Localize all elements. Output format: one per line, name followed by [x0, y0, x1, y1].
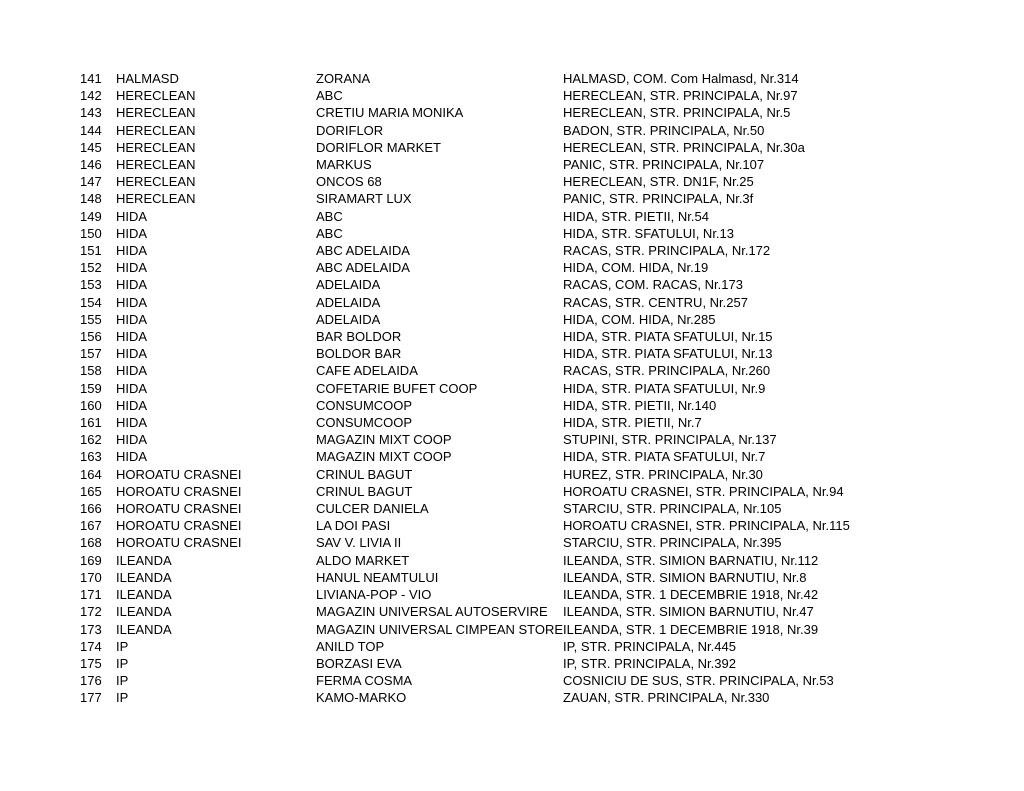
locality-cell: HIDA: [116, 277, 148, 293]
address-cell: HIDA, STR. PIATA SFATULUI, Nr.9: [563, 380, 766, 396]
table-row: [80, 552, 903, 569]
address-cell: STUPINI, STR. PRINCIPALA, Nr.137: [563, 432, 777, 448]
address-cell: ILEANDA, STR. 1 DECEMBRIE 1918, Nr.42: [563, 587, 819, 603]
store-name-cell: LA DOI PASI: [316, 518, 391, 534]
address-cell: RACAS, STR. PRINCIPALA, Nr.172: [563, 243, 771, 259]
store-name-cell: CONSUMCOOP: [316, 397, 413, 413]
row-number: 168: [80, 535, 102, 551]
locality-cell: IP: [116, 690, 129, 706]
address-cell: HIDA, STR. PIETII, Nr.7: [563, 415, 702, 431]
store-name-cell: CONSUMCOOP: [316, 415, 413, 431]
store-name-cell: BOLDOR BAR: [316, 346, 402, 362]
table-row: [80, 122, 903, 139]
table-row: [80, 655, 903, 672]
locality-cell: IP: [116, 638, 129, 654]
store-name-cell: FERMA COSMA: [316, 673, 413, 689]
locality-cell: HIDA: [116, 380, 148, 396]
locality-cell: HERECLEAN: [116, 191, 196, 207]
address-cell: HIDA, COM. HIDA, Nr.285: [563, 311, 716, 327]
store-name-cell: MAGAZIN UNIVERSAL CIMPEAN STORE: [316, 621, 564, 637]
locality-cell: HIDA: [116, 243, 148, 259]
row-number: 176: [80, 673, 102, 689]
table-row: [80, 225, 903, 242]
locality-cell: HIDA: [116, 397, 148, 413]
table-row: [80, 672, 903, 689]
row-number: 143: [80, 105, 102, 121]
locality-cell: HOROATU CRASNEI: [116, 483, 242, 499]
table-row: [80, 208, 903, 225]
store-name-cell: MAGAZIN UNIVERSAL AUTOSERVIRE: [316, 604, 548, 620]
row-number: 163: [80, 449, 102, 465]
table-row: [80, 259, 903, 276]
row-number: 153: [80, 277, 102, 293]
locality-cell: HIDA: [116, 363, 148, 379]
store-name-cell: ADELAIDA: [316, 277, 381, 293]
row-number: 165: [80, 483, 102, 499]
row-number: 144: [80, 122, 102, 138]
row-number: 160: [80, 397, 102, 413]
address-cell: RACAS, STR. PRINCIPALA, Nr.260: [563, 363, 771, 379]
store-name-cell: CRETIU MARIA MONIKA: [316, 105, 464, 121]
store-name-cell: ADELAIDA: [316, 311, 381, 327]
table-row: [80, 328, 903, 345]
locality-cell: HERECLEAN: [116, 174, 196, 190]
locality-cell: HIDA: [116, 432, 148, 448]
locality-cell: IP: [116, 655, 129, 671]
address-cell: ILEANDA, STR. SIMION BARNUTIU, Nr.8: [563, 569, 807, 585]
address-cell: ILEANDA, STR. SIMION BARNATIU, Nr.112: [563, 552, 819, 568]
address-cell: ILEANDA, STR. SIMION BARNUTIU, Nr.47: [563, 604, 814, 620]
locality-cell: HOROATU CRASNEI: [116, 535, 242, 551]
row-number: 158: [80, 363, 102, 379]
locality-cell: HIDA: [116, 311, 148, 327]
address-cell: RACAS, COM. RACAS, Nr.173: [563, 277, 743, 293]
locality-cell: HERECLEAN: [116, 105, 196, 121]
address-cell: HIDA, STR. PIETII, Nr.140: [563, 397, 717, 413]
address-cell: ZAUAN, STR. PRINCIPALA, Nr.330: [563, 690, 770, 706]
address-cell: HERECLEAN, STR. DN1F, Nr.25: [563, 174, 754, 190]
table-row: [80, 586, 903, 603]
locality-cell: HIDA: [116, 260, 148, 276]
table-row: [80, 638, 903, 655]
locality-cell: HALMASD: [116, 71, 179, 86]
locality-cell: IP: [116, 673, 129, 689]
row-number: 164: [80, 466, 102, 482]
row-number: 145: [80, 139, 102, 155]
table-row: [80, 397, 903, 414]
table-row: [80, 534, 903, 551]
address-cell: HOROATU CRASNEI, STR. PRINCIPALA, Nr.94: [563, 483, 844, 499]
address-cell: HIDA, STR. PIATA SFATULUI, Nr.7: [563, 449, 766, 465]
store-name-cell: BORZASI EVA: [316, 655, 402, 671]
table-row: [80, 448, 903, 465]
store-name-cell: CRINUL BAGUT: [316, 466, 413, 482]
row-number: 166: [80, 501, 102, 517]
locality-cell: HOROATU CRASNEI: [116, 466, 242, 482]
address-cell: PANIC, STR. PRINCIPALA, Nr.3f: [563, 191, 754, 207]
address-cell: HALMASD, COM. Com Halmasd, Nr.314: [563, 71, 799, 86]
table-row: [80, 517, 903, 534]
address-cell: RACAS, STR. CENTRU, Nr.257: [563, 294, 748, 310]
table-row: [80, 500, 903, 517]
table-row: [80, 276, 903, 293]
row-number: 169: [80, 552, 102, 568]
table-row: [80, 483, 903, 500]
store-name-cell: ABC ADELAIDA: [316, 243, 410, 259]
row-number: 161: [80, 415, 102, 431]
address-cell: HIDA, COM. HIDA, Nr.19: [563, 260, 709, 276]
store-name-cell: DORIFLOR MARKET: [316, 139, 441, 155]
locality-cell: HIDA: [116, 225, 148, 241]
locality-cell: HIDA: [116, 346, 148, 362]
store-name-cell: ABC: [316, 88, 343, 104]
address-cell: STARCIU, STR. PRINCIPALA, Nr.395: [563, 535, 782, 551]
store-name-cell: ONCOS 68: [316, 174, 382, 190]
store-name-cell: COFETARIE BUFET COOP: [316, 380, 478, 396]
locality-cell: HERECLEAN: [116, 88, 196, 104]
table-row: [80, 311, 903, 328]
address-cell: HERECLEAN, STR. PRINCIPALA, Nr.97: [563, 88, 798, 104]
row-number: 167: [80, 518, 102, 534]
table-row: [80, 431, 903, 448]
locality-cell: HOROATU CRASNEI: [116, 501, 242, 517]
locality-cell: HERECLEAN: [116, 122, 196, 138]
row-number: 152: [80, 260, 102, 276]
row-number: 148: [80, 191, 102, 207]
row-number: 151: [80, 243, 102, 259]
store-name-cell: DORIFLOR: [316, 122, 384, 138]
address-cell: HERECLEAN, STR. PRINCIPALA, Nr.30a: [563, 139, 805, 155]
locality-cell: HERECLEAN: [116, 157, 196, 173]
store-name-cell: ANILD TOP: [316, 638, 385, 654]
address-cell: IP, STR. PRINCIPALA, Nr.392: [563, 655, 736, 671]
store-name-cell: ABC ADELAIDA: [316, 260, 410, 276]
row-number: 175: [80, 655, 102, 671]
table-row: [80, 139, 903, 156]
table-row: [80, 689, 903, 706]
locality-cell: HIDA: [116, 208, 148, 224]
table-row: [80, 242, 903, 259]
table-row: [80, 621, 903, 638]
address-cell: HERECLEAN, STR. PRINCIPALA, Nr.5: [563, 105, 791, 121]
store-name-cell: CAFE ADELAIDA: [316, 363, 418, 379]
address-cell: BADON, STR. PRINCIPALA, Nr.50: [563, 122, 765, 138]
store-name-cell: CULCER DANIELA: [316, 501, 429, 517]
locality-cell: ILEANDA: [116, 587, 172, 603]
row-number: 170: [80, 569, 102, 585]
table-row: [80, 603, 903, 620]
store-name-cell: LIVIANA-POP - VIO: [316, 587, 432, 603]
row-number: 155: [80, 311, 102, 327]
row-number: 162: [80, 432, 102, 448]
address-cell: HIDA, STR. PIATA SFATULUI, Nr.13: [563, 346, 773, 362]
store-name-cell: BAR BOLDOR: [316, 329, 402, 345]
row-number: 173: [80, 621, 102, 637]
store-name-cell: SAV V. LIVIA II: [316, 535, 402, 551]
table-row: [80, 173, 903, 190]
locality-cell: ILEANDA: [116, 621, 172, 637]
locality-cell: ILEANDA: [116, 604, 172, 620]
locality-cell: HERECLEAN: [116, 139, 196, 155]
store-name-cell: MAGAZIN MIXT COOP: [316, 449, 452, 465]
store-name-cell: SIRAMART LUX: [316, 191, 412, 207]
store-name-cell: ZORANA: [316, 71, 371, 86]
address-cell: IP, STR. PRINCIPALA, Nr.445: [563, 638, 736, 654]
store-name-cell: MAGAZIN MIXT COOP: [316, 432, 452, 448]
locality-cell: ILEANDA: [116, 569, 172, 585]
locality-cell: HIDA: [116, 294, 148, 310]
row-number: 150: [80, 225, 102, 241]
row-number: 141: [80, 71, 102, 86]
row-number: 142: [80, 88, 102, 104]
table-row: [80, 569, 903, 586]
locality-cell: HIDA: [116, 415, 148, 431]
row-number: 156: [80, 329, 102, 345]
table-row: [80, 362, 903, 379]
address-cell: COSNICIU DE SUS, STR. PRINCIPALA, Nr.53: [563, 673, 834, 689]
store-name-cell: KAMO-MARKO: [316, 690, 407, 706]
address-cell: HIDA, STR. PIATA SFATULUI, Nr.15: [563, 329, 773, 345]
row-number: 146: [80, 157, 102, 173]
table-row: [80, 70, 903, 87]
row-number: 147: [80, 174, 102, 190]
row-number: 157: [80, 346, 102, 362]
table-row: [80, 104, 903, 121]
address-cell: ILEANDA, STR. 1 DECEMBRIE 1918, Nr.39: [563, 621, 819, 637]
table-row: [80, 156, 903, 173]
address-cell: HUREZ, STR. PRINCIPALA, Nr.30: [563, 466, 763, 482]
store-list-table: [80, 70, 903, 707]
row-number: 172: [80, 604, 102, 620]
table-row: [80, 345, 903, 362]
locality-cell: ILEANDA: [116, 552, 172, 568]
address-cell: HIDA, STR. SFATULUI, Nr.13: [563, 225, 735, 241]
row-number: 159: [80, 380, 102, 396]
store-name-cell: ABC: [316, 225, 343, 241]
store-name-cell: ADELAIDA: [316, 294, 381, 310]
locality-cell: HIDA: [116, 449, 148, 465]
table-row: [80, 294, 903, 311]
table-row: [80, 380, 903, 397]
locality-cell: HIDA: [116, 329, 148, 345]
row-number: 154: [80, 294, 102, 310]
store-name-cell: MARKUS: [316, 157, 372, 173]
store-name-cell: CRINUL BAGUT: [316, 483, 413, 499]
store-name-cell: ALDO MARKET: [316, 552, 410, 568]
table-row: [80, 414, 903, 431]
address-cell: STARCIU, STR. PRINCIPALA, Nr.105: [563, 501, 782, 517]
store-name-cell: HANUL NEAMTULUI: [316, 569, 439, 585]
table-row: [80, 87, 903, 104]
row-number: 177: [80, 690, 102, 706]
store-list-body: [80, 70, 903, 707]
address-cell: HIDA, STR. PIETII, Nr.54: [563, 208, 709, 224]
row-number: 174: [80, 638, 102, 654]
address-cell: HOROATU CRASNEI, STR. PRINCIPALA, Nr.115: [563, 518, 850, 534]
address-cell: PANIC, STR. PRINCIPALA, Nr.107: [563, 157, 765, 173]
locality-cell: HOROATU CRASNEI: [116, 518, 242, 534]
row-number: 149: [80, 208, 102, 224]
table-row: [80, 190, 903, 207]
table-row: [80, 466, 903, 483]
row-number: 171: [80, 587, 102, 603]
store-name-cell: ABC: [316, 208, 343, 224]
